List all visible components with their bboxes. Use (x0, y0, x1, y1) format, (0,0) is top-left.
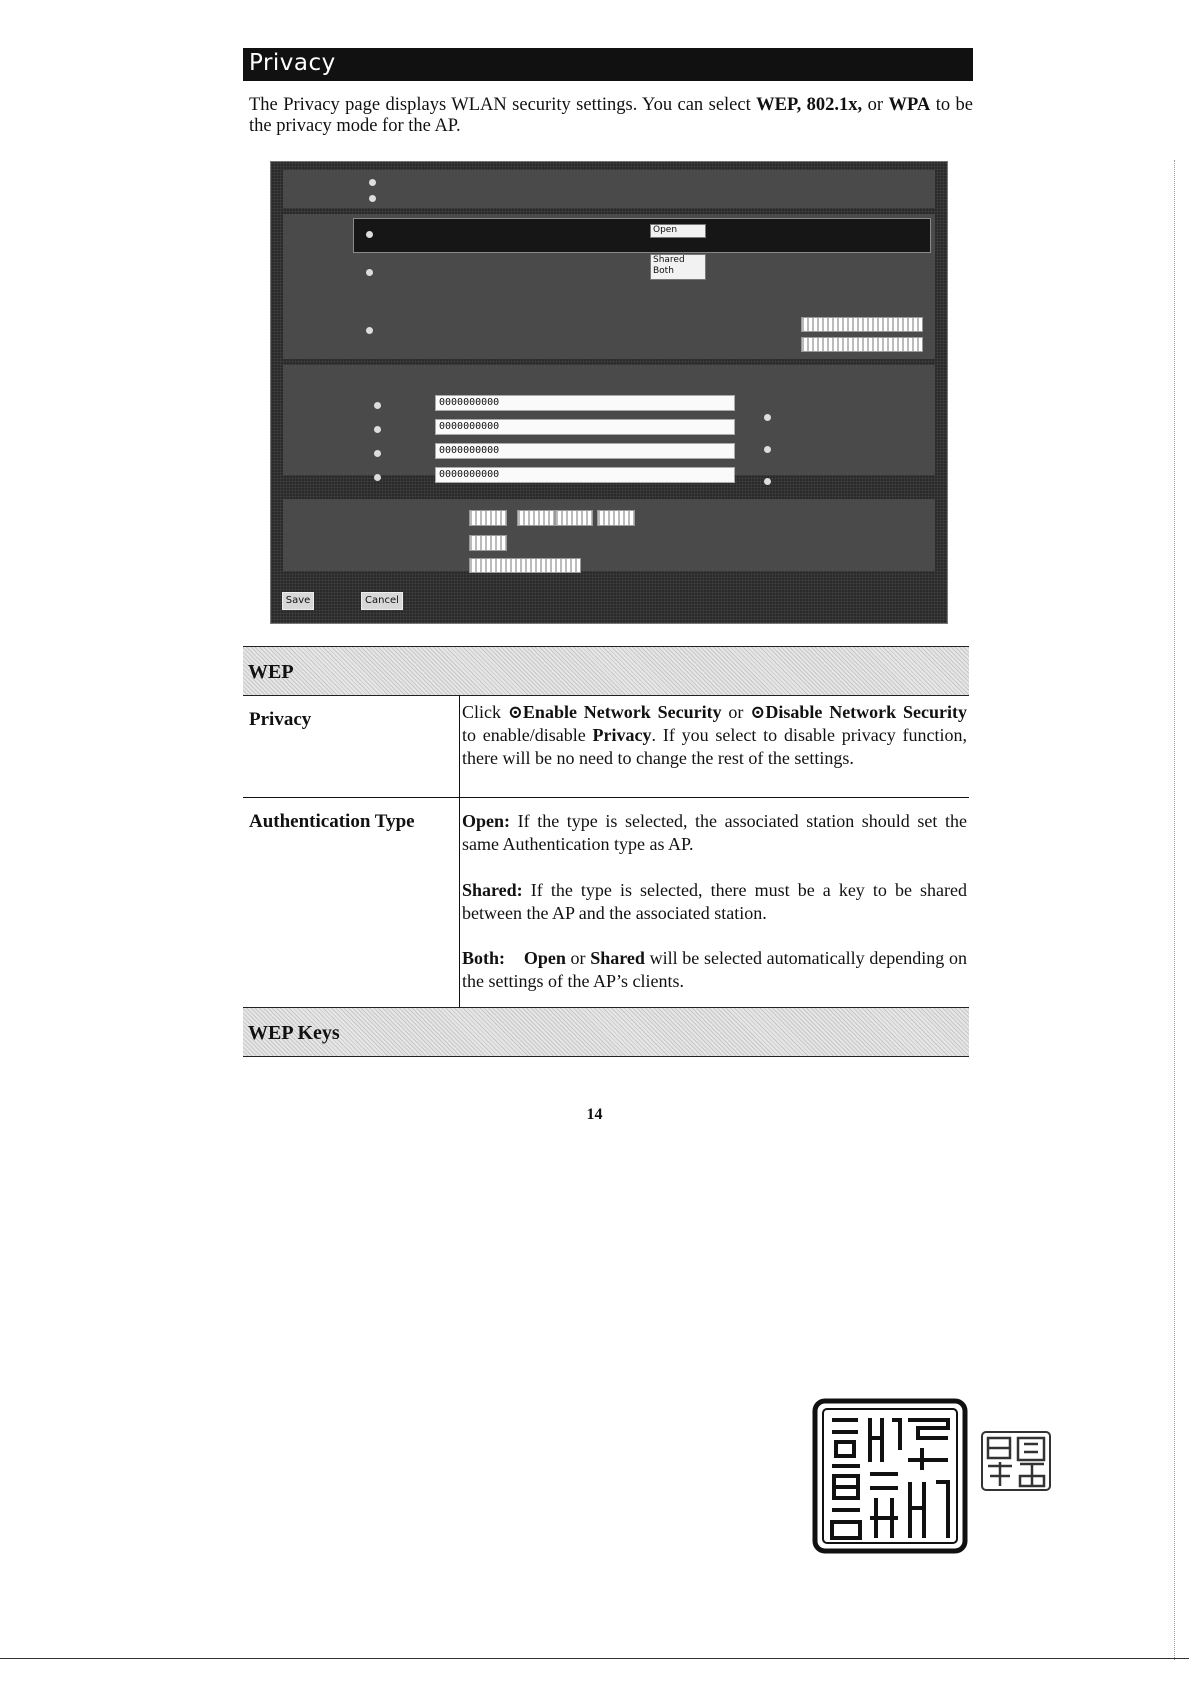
desc-auth-both: Both: Open or Shared will be selected automatically depending on the settings of the AP’s clients. (462, 948, 967, 991)
enable-security-radio[interactable] (369, 179, 376, 186)
key2-radio[interactable] (374, 426, 381, 433)
scan-bottom-line (0, 1658, 1189, 1659)
wep-section-header: WEP (243, 646, 969, 696)
wep-radio[interactable] (366, 231, 373, 238)
term-privacy: Privacy (249, 709, 312, 730)
radius-ip-octet-3[interactable] (555, 510, 593, 526)
term-authentication-type: Authentication Type (249, 811, 415, 832)
wpa-radio[interactable] (366, 327, 373, 334)
8021x-radio[interactable] (366, 269, 373, 276)
small-seal-stamp (980, 1430, 1052, 1492)
wpa-key-field[interactable] (801, 317, 923, 332)
key1-radio[interactable] (374, 402, 381, 409)
wep-key-2-field[interactable]: 0000000000 (435, 419, 735, 435)
privacy-row (283, 170, 935, 208)
auth-type-options[interactable]: Shared Both (650, 254, 706, 280)
section-title: Privacy (249, 50, 336, 76)
key-length-152-radio[interactable] (764, 478, 771, 485)
cancel-button[interactable]: Cancel (361, 592, 403, 610)
radius-port-field[interactable] (469, 535, 507, 551)
table-column-divider (459, 695, 460, 1008)
radius-ip-octet-4[interactable] (597, 510, 635, 526)
desc-privacy: Click ⊙Enable Network Security or ⊙Disable Network Security to enable/disable Privacy. If you select to disable privacy function, there will be no need to change the rest of the settings. (462, 702, 967, 768)
wpa-key-confirm-field[interactable] (801, 337, 923, 352)
desc-auth-open: Open: If the type is selected, the associated station should set the same Authentication type as AP. (462, 811, 967, 854)
key-length-64-radio[interactable] (764, 414, 771, 421)
save-button[interactable]: Save (282, 592, 314, 610)
wep-key-4-field[interactable]: 0000000000 (435, 467, 735, 483)
radius-ip-octet-2[interactable] (517, 510, 555, 526)
wep-keys-section-header: WEP Keys (243, 1007, 969, 1057)
table-row-divider (243, 797, 969, 798)
section-title-bar (243, 48, 973, 81)
key-length-128-radio[interactable] (764, 446, 771, 453)
key4-radio[interactable] (374, 474, 381, 481)
page-number: 14 (586, 1106, 603, 1123)
desc-auth-shared: Shared: If the type is selected, there must be a key to be shared between the AP and the associated station. (462, 880, 967, 923)
square-seal-stamp (812, 1398, 968, 1554)
scan-edge-line (1174, 160, 1175, 1660)
radius-ip-octet-1[interactable] (469, 510, 507, 526)
intro-paragraph: The Privacy page displays WLAN security settings. You can select WEP, 802.1x, or WPA to be the privacy mode for the AP. (249, 95, 974, 136)
radius-secret-field[interactable] (469, 558, 581, 573)
key3-radio[interactable] (374, 450, 381, 457)
wep-mode-box (353, 218, 931, 253)
privacy-settings-screenshot (270, 161, 948, 624)
wep-key-3-field[interactable]: 0000000000 (435, 443, 735, 459)
wep-key-1-field[interactable]: 0000000000 (435, 395, 735, 411)
disable-security-radio[interactable] (369, 195, 376, 202)
auth-type-select[interactable]: Open (650, 224, 706, 238)
